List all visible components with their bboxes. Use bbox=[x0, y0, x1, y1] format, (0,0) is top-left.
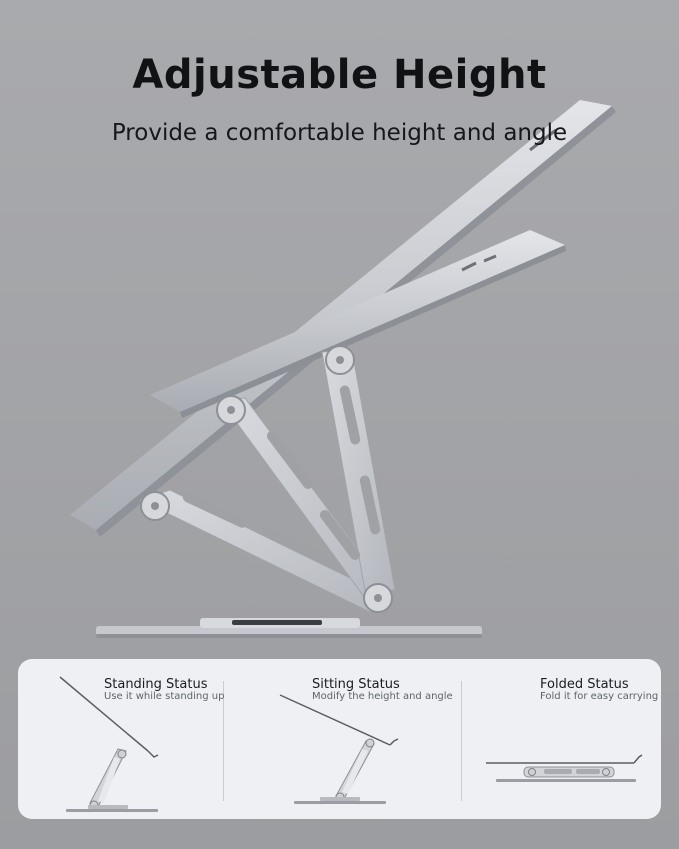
status-title: Standing Status bbox=[104, 677, 208, 692]
status-standing bbox=[18, 659, 223, 819]
status-description: Fold it for easy carrying bbox=[540, 691, 659, 702]
page-title: Adjustable Height bbox=[132, 52, 547, 98]
status-description: Modify the height and angle bbox=[312, 691, 453, 702]
status-sitting bbox=[224, 659, 461, 819]
status-title: Sitting Status bbox=[312, 677, 400, 692]
sitting-stand-icon bbox=[274, 689, 414, 809]
status-title: Folded Status bbox=[540, 677, 629, 692]
status-panel bbox=[18, 659, 661, 819]
folded-stand-icon bbox=[484, 749, 644, 789]
status-folded bbox=[462, 659, 661, 819]
status-description: Use it while standing up bbox=[104, 691, 225, 702]
stand-base bbox=[96, 618, 482, 638]
page-subtitle: Provide a comfortable height and angle bbox=[111, 120, 568, 146]
